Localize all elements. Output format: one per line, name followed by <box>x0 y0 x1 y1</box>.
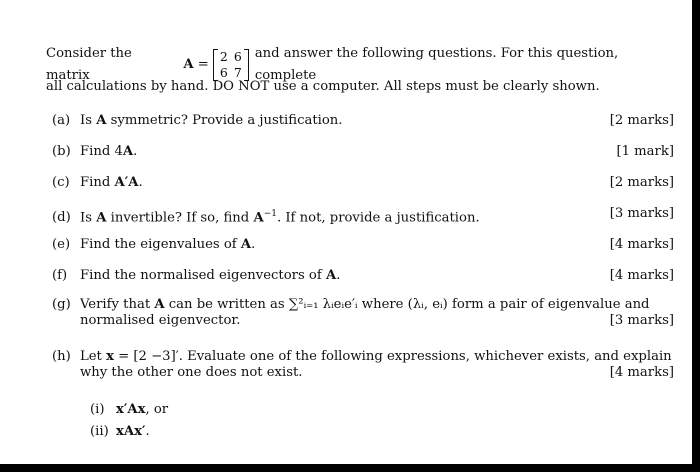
equals-sign: = <box>197 57 209 72</box>
question-text: invertible? If so, find <box>110 210 250 226</box>
intro-line-2: all calculations by hand. DO NOT use a computer. All steps must be clearly shown. <box>46 79 600 94</box>
question-continuation: normalised eigenvector. <box>80 313 241 328</box>
question-e <box>52 237 682 253</box>
question-text: Find the normalised eigenvectors of <box>80 268 322 283</box>
intro-before-matrix: Consider the matrix <box>46 46 132 83</box>
marks-badge: [3 marks] <box>609 206 674 221</box>
matrix-a <box>213 49 249 81</box>
question-label: (a) <box>52 113 71 128</box>
question-text: can be written as <box>168 297 285 312</box>
question-label: (d) <box>52 210 71 226</box>
matrix-cell: 2 <box>219 49 228 64</box>
question-text: Find 4 <box>80 144 123 159</box>
marks-badge: [4 marks] <box>609 237 674 252</box>
matrix-cell: 6 <box>233 49 242 64</box>
question-label: (e) <box>52 237 71 252</box>
question-symbol: A <box>96 113 107 128</box>
subitem-expression: xAx′ <box>116 424 146 439</box>
marks-badge: [2 marks] <box>609 113 674 128</box>
question-text: . <box>336 268 341 283</box>
question-symbol: A <box>122 144 134 159</box>
question-c <box>52 175 682 191</box>
subitem-label: (ii) <box>90 424 109 439</box>
marks-badge: [3 marks] <box>609 313 674 328</box>
intro-paragraph <box>46 46 682 98</box>
subitem-label: (i) <box>90 402 105 417</box>
question-text: . <box>251 237 256 252</box>
marks-badge: [4 marks] <box>609 268 674 283</box>
subitem-ii <box>90 424 150 440</box>
subitem-i <box>90 402 168 418</box>
question-text: Find the eigenvalues of <box>80 237 237 252</box>
question-d <box>52 206 682 226</box>
marks-badge: [4 marks] <box>609 365 674 380</box>
marks-badge: [1 mark] <box>616 144 674 159</box>
question-continuation: why the other one does not exist. <box>80 365 303 380</box>
question-label: (f) <box>52 268 68 283</box>
question-text: where (λᵢ, eᵢ) form a pair of eigenvalue and <box>361 297 650 312</box>
question-symbol: A <box>325 268 337 283</box>
question-symbol: A <box>96 210 107 226</box>
question-text: symmetric? Provide a justification. <box>110 113 343 128</box>
subitem-suffix: , or <box>145 402 169 417</box>
question-label: (h) <box>52 349 71 364</box>
question-text: . <box>138 175 143 190</box>
matrix-cell: 7 <box>233 65 242 80</box>
question-symbol: A <box>154 297 165 312</box>
question-g <box>52 297 682 329</box>
inverse-superscript: −1 <box>263 209 277 219</box>
matrix-cell: 6 <box>219 65 228 80</box>
question-text: Verify that <box>80 297 151 312</box>
question-text: = [2 −3]′. Evaluate one of the following expressions, whichever exists, and explain <box>118 349 672 364</box>
marks-badge: [2 marks] <box>609 175 674 190</box>
question-label: (b) <box>52 144 71 159</box>
question-text: Is <box>80 113 92 128</box>
question-symbol: A <box>240 237 252 252</box>
subitem-suffix: . <box>145 424 150 439</box>
question-text: Let <box>80 349 102 364</box>
question-text: . If not, provide a justification. <box>276 210 480 226</box>
question-a <box>52 113 682 129</box>
question-label: (c) <box>52 175 70 190</box>
question-h <box>52 349 682 381</box>
question-symbol: x <box>106 349 114 364</box>
question-text: . <box>133 144 138 159</box>
question-b <box>52 144 682 160</box>
intro-after-matrix: and answer the following questions. For this question, complete <box>254 46 619 83</box>
subitem-expression: x′Ax <box>116 402 146 417</box>
matrix-symbol: A <box>183 57 194 72</box>
question-text: Is <box>80 210 92 226</box>
question-symbol: A <box>253 210 264 226</box>
question-symbol: A′A <box>114 175 139 190</box>
question-label: (g) <box>52 297 71 312</box>
sum-formula: ∑²ᵢ₌₁ λᵢeᵢe′ᵢ <box>288 297 358 312</box>
question-f <box>52 268 682 284</box>
question-text: Find <box>80 175 111 190</box>
